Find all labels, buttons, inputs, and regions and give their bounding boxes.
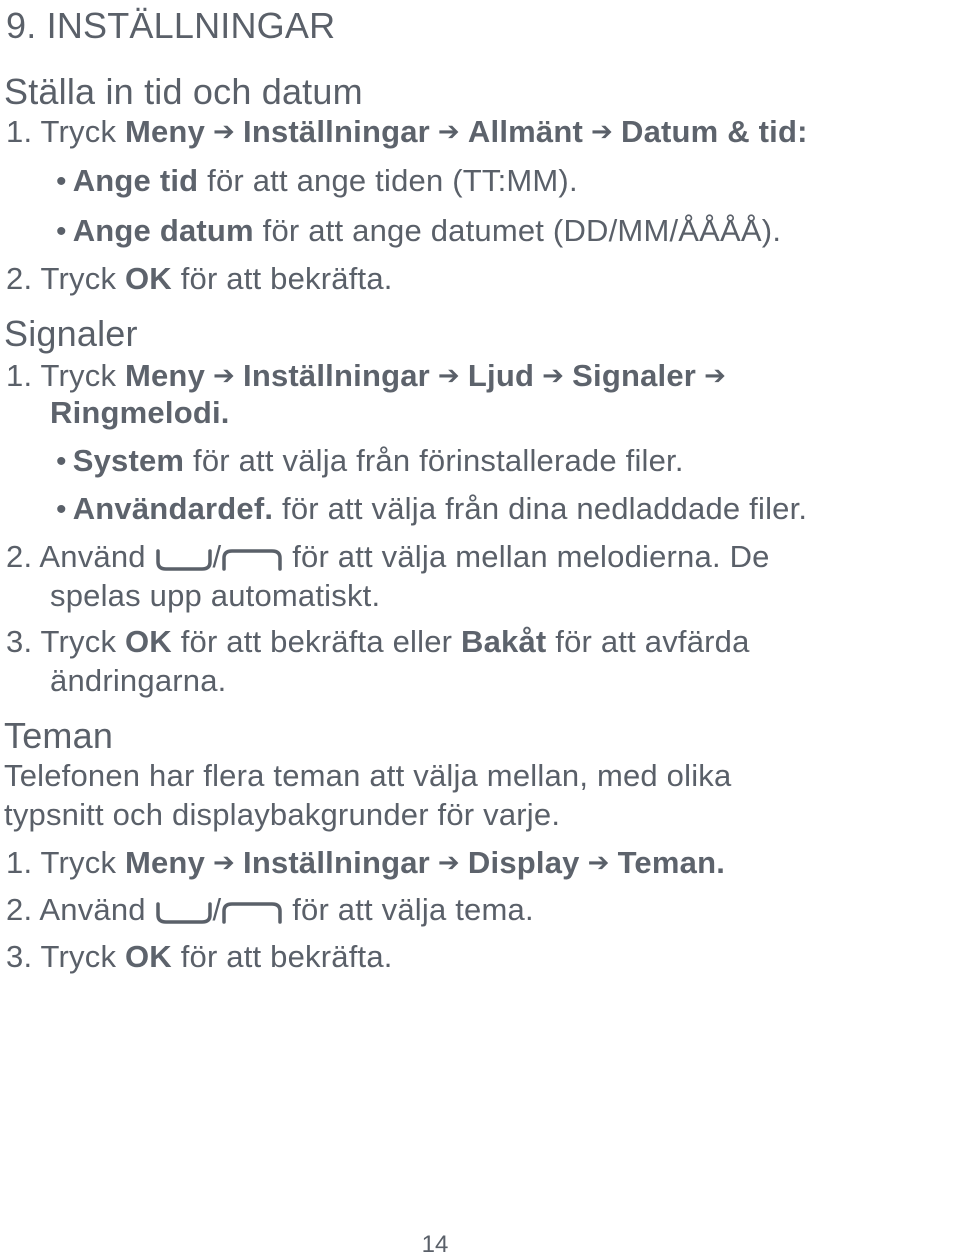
arrow-right-icon: ➔ bbox=[591, 116, 613, 146]
settings-term: Inställningar bbox=[243, 114, 430, 149]
nav-up-key-icon bbox=[221, 549, 283, 571]
themes-step-3: 3. Tryck OK för att bekräfta. bbox=[6, 939, 393, 974]
arrow-right-icon: ➔ bbox=[704, 360, 727, 390]
signals-step-2: 2. Använd / för att välja mellan melodierna. De bbox=[6, 539, 770, 574]
arrow-right-icon: ➔ bbox=[213, 116, 236, 146]
arrow-right-icon: ➔ bbox=[587, 847, 610, 877]
signals-bullet-1: • System för att välja från förinstallerade filer. bbox=[56, 442, 684, 481]
nav-down-key-icon bbox=[155, 549, 213, 571]
section-heading-time-date: Ställa in tid och datum bbox=[4, 71, 363, 112]
bullet-term: Ange datum bbox=[72, 213, 254, 248]
signals-step-3: 3. Tryck OK för att bekräfta eller Bakåt för att avfärda bbox=[6, 624, 750, 659]
nav-down-key-icon bbox=[155, 902, 213, 924]
step-number: 2. bbox=[6, 261, 33, 296]
step-number: 2. bbox=[6, 539, 33, 574]
arrow-right-icon: ➔ bbox=[213, 360, 236, 390]
themes-intro-line-2: typsnitt och displaybakgrunder för varje. bbox=[4, 797, 561, 832]
bullet-icon: • bbox=[56, 493, 67, 526]
arrow-right-icon: ➔ bbox=[437, 847, 460, 877]
datetime-term: Datum & tid: bbox=[621, 114, 808, 149]
settings-term: Inställningar bbox=[243, 845, 430, 880]
themes-intro-line-1: Telefonen har flera teman att välja mellan, med olika bbox=[4, 758, 732, 793]
slash-separator: / bbox=[212, 539, 222, 574]
time-date-step-2: 2. Tryck OK för att bekräfta. bbox=[6, 261, 393, 296]
step-number: 3. bbox=[6, 939, 33, 974]
menu-term: Meny bbox=[124, 114, 206, 149]
step-number: 2. bbox=[6, 892, 33, 927]
bullet-term: Ange tid bbox=[72, 163, 199, 198]
arrow-right-icon: ➔ bbox=[437, 360, 460, 390]
ok-term: OK bbox=[124, 939, 172, 974]
arrow-right-icon: ➔ bbox=[213, 847, 236, 877]
settings-term: Inställningar bbox=[243, 358, 430, 393]
ok-term: OK bbox=[124, 624, 172, 659]
general-term: Allmänt bbox=[467, 114, 583, 149]
bullet-icon: • bbox=[56, 445, 67, 478]
display-term: Display bbox=[467, 845, 580, 880]
themes-step-1: 1. Tryck Meny ➔ Inställningar ➔ Display ➔ Teman. bbox=[6, 845, 726, 880]
signals-bullet-2: • Användardef. för att välja från dina nedladdade filer. bbox=[56, 490, 807, 529]
step-number: 1. bbox=[6, 358, 33, 393]
time-date-bullet-2: • Ange datum för att ange datumet (DD/MM/ÅÅÅÅ). bbox=[56, 212, 781, 251]
step-number: 3. bbox=[6, 624, 33, 659]
sound-term: Ljud bbox=[467, 358, 535, 393]
ok-term: OK bbox=[124, 261, 172, 296]
arrow-right-icon: ➔ bbox=[542, 360, 565, 390]
menu-term: Meny bbox=[124, 358, 206, 393]
signals-term: Signaler bbox=[572, 358, 697, 393]
themes-term: Teman. bbox=[617, 845, 726, 880]
themes-step-2: 2. Använd / för att välja tema. bbox=[6, 892, 534, 927]
chapter-title: 9. INSTÄLLNINGAR bbox=[6, 5, 336, 46]
bullet-term: Användardef. bbox=[72, 491, 274, 526]
time-date-step-1: 1. Tryck Meny ➔ Inställningar ➔ Allmänt ➔ Datum & tid: bbox=[6, 114, 808, 149]
signals-step-3-cont: ändringarna. bbox=[50, 663, 227, 698]
section-heading-themes: Teman bbox=[4, 715, 114, 756]
menu-term: Meny bbox=[124, 845, 206, 880]
back-term: Bakåt bbox=[461, 624, 547, 659]
signals-step-1-cont bbox=[50, 394, 230, 432]
bullet-icon: • bbox=[56, 165, 67, 198]
signals-step-2-cont: spelas upp automatiskt. bbox=[50, 578, 381, 613]
page-number: 14 bbox=[421, 1231, 449, 1258]
step-number: 1. bbox=[6, 845, 33, 880]
arrow-right-icon: ➔ bbox=[437, 116, 460, 146]
bullet-icon: • bbox=[56, 215, 67, 248]
nav-up-key-icon bbox=[221, 902, 283, 924]
time-date-bullet-1: • Ange tid för att ange tiden (TT:MM). bbox=[56, 162, 578, 201]
step-number: 1. bbox=[6, 114, 33, 149]
slash-separator: / bbox=[212, 892, 222, 927]
ringtone-term: Ringmelodi. bbox=[50, 395, 230, 430]
bullet-term: System bbox=[72, 443, 185, 478]
section-heading-signals: Signaler bbox=[4, 313, 138, 354]
signals-step-1: 1. Tryck Meny ➔ Inställningar ➔ Ljud ➔ Signaler ➔ bbox=[6, 358, 727, 393]
